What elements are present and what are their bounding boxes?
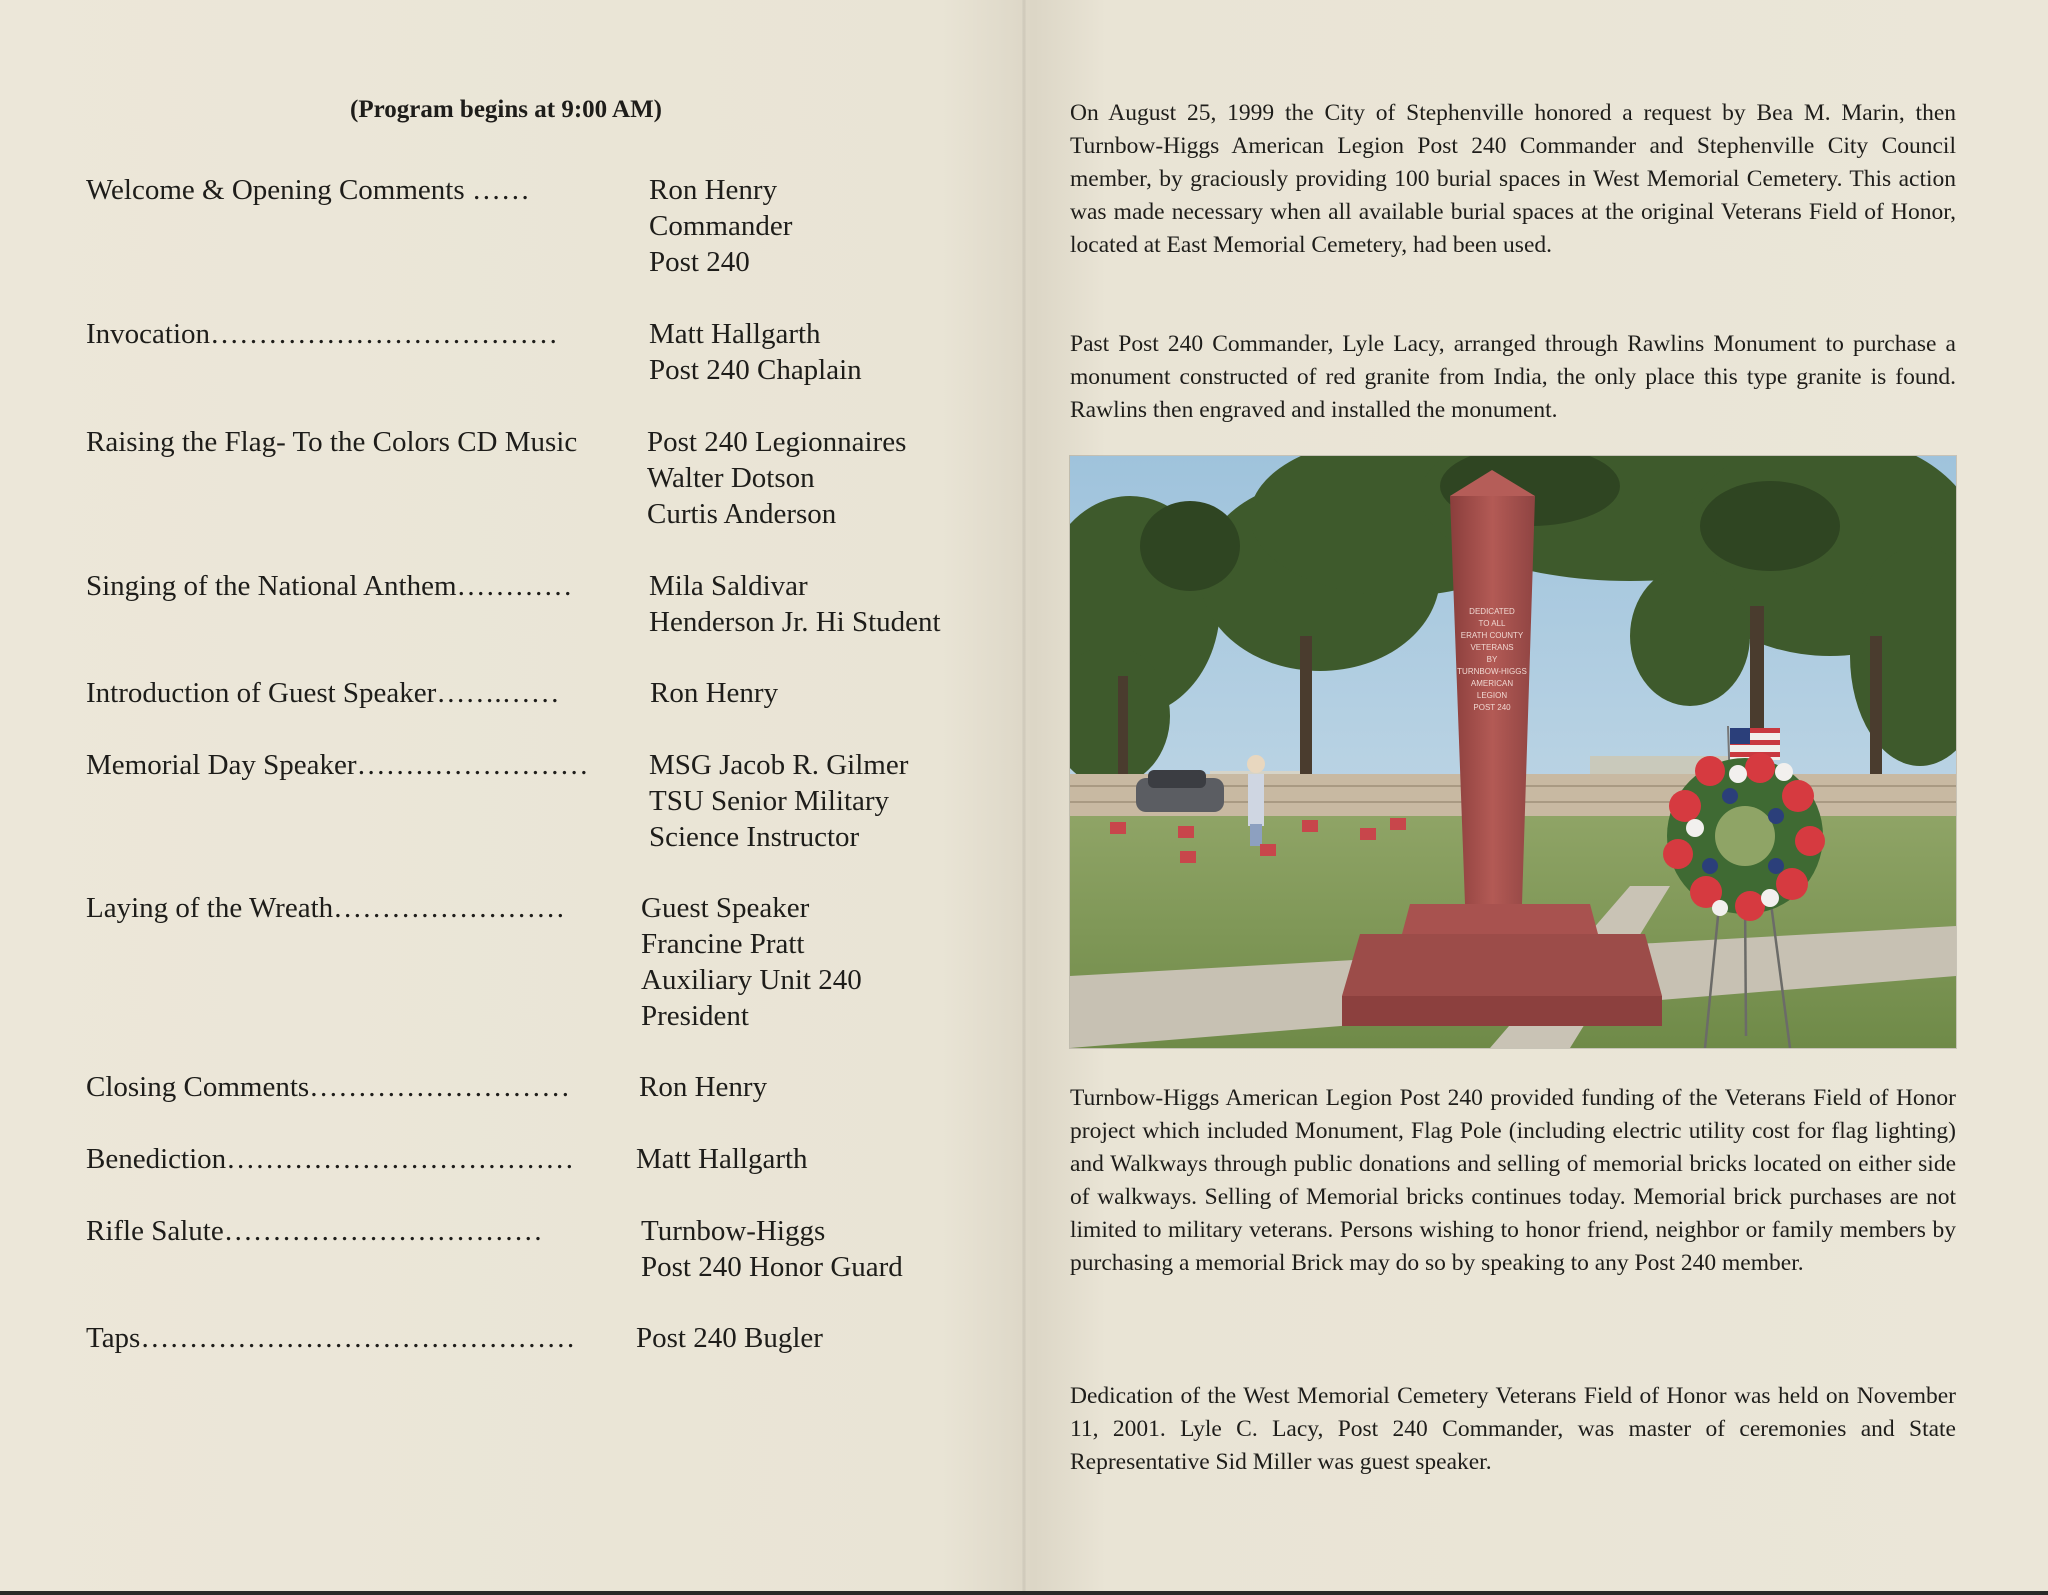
participant-line: Matt Hallgarth: [636, 1143, 808, 1175]
participant-line: Commander: [649, 210, 793, 242]
participant-line: Post 240 Chaplain: [649, 354, 862, 386]
participant-line: MSG Jacob R. Gilmer: [649, 749, 909, 781]
inscription-line: DEDICATED: [1469, 607, 1515, 616]
inscription-line: TO ALL: [1478, 619, 1506, 628]
monument-photo: [1070, 456, 1956, 1048]
program-item-label: Benediction………………………………: [86, 1143, 575, 1175]
inscription-line: ERATH COUNTY: [1460, 631, 1524, 640]
program-item-label: Raising the Flag- To the Colors CD Music: [86, 426, 578, 458]
program-item-participants: [649, 747, 908, 855]
program-item-label: Closing Comments………………………: [86, 1071, 571, 1103]
participant-line: Curtis Anderson: [647, 498, 837, 530]
participant-line: Turnbow-Higgs: [641, 1215, 826, 1247]
program-item-label: Welcome & Opening Comments ……: [86, 174, 530, 206]
participant-line: Post 240 Bugler: [636, 1322, 823, 1354]
program-item-label: Rifle Salute……………………………: [86, 1215, 543, 1247]
inscription-line: BY: [1486, 655, 1498, 664]
inscription-line: POST 240: [1473, 703, 1511, 712]
program-item-participants: [641, 890, 862, 1034]
inscription-line: VETERANS: [1470, 643, 1514, 652]
participant-line: Auxiliary Unit 240: [641, 964, 862, 996]
page-fold: [1022, 0, 1026, 1595]
participant-line: President: [641, 1000, 749, 1032]
program-item-participants: [649, 172, 792, 280]
program-item-participants: [650, 675, 778, 711]
inscription-line: AMERICAN: [1470, 679, 1514, 688]
participant-line: Francine Pratt: [641, 928, 805, 960]
participant-line: Ron Henry: [639, 1071, 768, 1103]
history-paragraph-burial-spaces: On August 25, 1999 the City of Stephenville honored a request by Bea M. Marin, then Turnbow-Higgs American Legion Post 240 Commander and Stephenville City Council member, by graciously providing 100 burial spaces in West Memorial Cemetery. This action was made necessary when all available burial spaces at the original Veterans Field of Honor, located at East Memorial Cemetery, had been used.: [1070, 100, 1956, 258]
participant-line: Walter Dotson: [647, 462, 815, 494]
program-item-participants: [641, 1213, 903, 1285]
history-paragraph-funding: Turnbow-Higgs American Legion Post 240 provided funding of the Veterans Field of Honor project which included Monument, Flag Pole (including electric utility cost for flag lighting) and Walkways through public donations and selling of memorial bricks located on either side of walkways. Selling of Memorial bricks continues today. Memorial brick purchases are not limited to military veterans. Persons wishing to honor friend, neighbor or family members by purchasing a memorial Brick may do so by speaking to any Post 240 member.: [1070, 1085, 1956, 1276]
program-item-label: Singing of the National Anthem…………: [86, 570, 573, 602]
program-item-label: Memorial Day Speaker……………………: [86, 749, 589, 781]
participant-line: Guest Speaker: [641, 892, 810, 924]
history-paragraph-dedication: Dedication of the West Memorial Cemetery Veterans Field of Honor was held on November 11, 2001. Lyle C. Lacy, Post 240 Commander, was master of ceremonies and State Representative Sid Miller was guest speaker.: [1070, 1383, 1956, 1475]
history-paragraph-monument: Past Post 240 Commander, Lyle Lacy, arranged through Rawlins Monument to purchase a monument constructed of red granite from India, the only place this type granite is found. Rawlins then engraved and installed the monument.: [1070, 331, 1956, 423]
participant-line: Ron Henry: [650, 677, 779, 709]
program-start-time: (Program begins at 9:00 AM): [350, 96, 662, 123]
program-item-participants: [649, 316, 862, 388]
program-item-participants: [636, 1320, 823, 1356]
program-item-label: Invocation………………………………: [86, 318, 559, 350]
participant-line: Post 240 Honor Guard: [641, 1251, 903, 1283]
program-item-participants: [639, 1069, 767, 1105]
inscription-line: LEGION: [1476, 691, 1508, 700]
program-item-label: Introduction of Guest Speaker…….……: [86, 677, 560, 709]
program-item-label: Laying of the Wreath……………………: [86, 892, 566, 924]
program-item-participants: [636, 1141, 808, 1177]
participant-line: Science Instructor: [649, 821, 860, 853]
participant-line: Mila Saldivar: [649, 570, 808, 602]
program-item-participants: [647, 424, 906, 532]
program-item-label: Taps………………………………………: [86, 1322, 576, 1354]
participant-line: Post 240: [649, 246, 750, 278]
participant-line: Matt Hallgarth: [649, 318, 821, 350]
scan-bottom-edge: [0, 1591, 2048, 1595]
program-item-participants: [649, 568, 941, 640]
participant-line: Post 240 Legionnaires: [647, 426, 907, 458]
participant-line: Ron Henry: [649, 174, 778, 206]
participant-line: Henderson Jr. Hi Student: [649, 606, 941, 638]
inscription-line: TURNBOW-HIGGS: [1457, 667, 1527, 676]
participant-line: TSU Senior Military: [649, 785, 890, 817]
